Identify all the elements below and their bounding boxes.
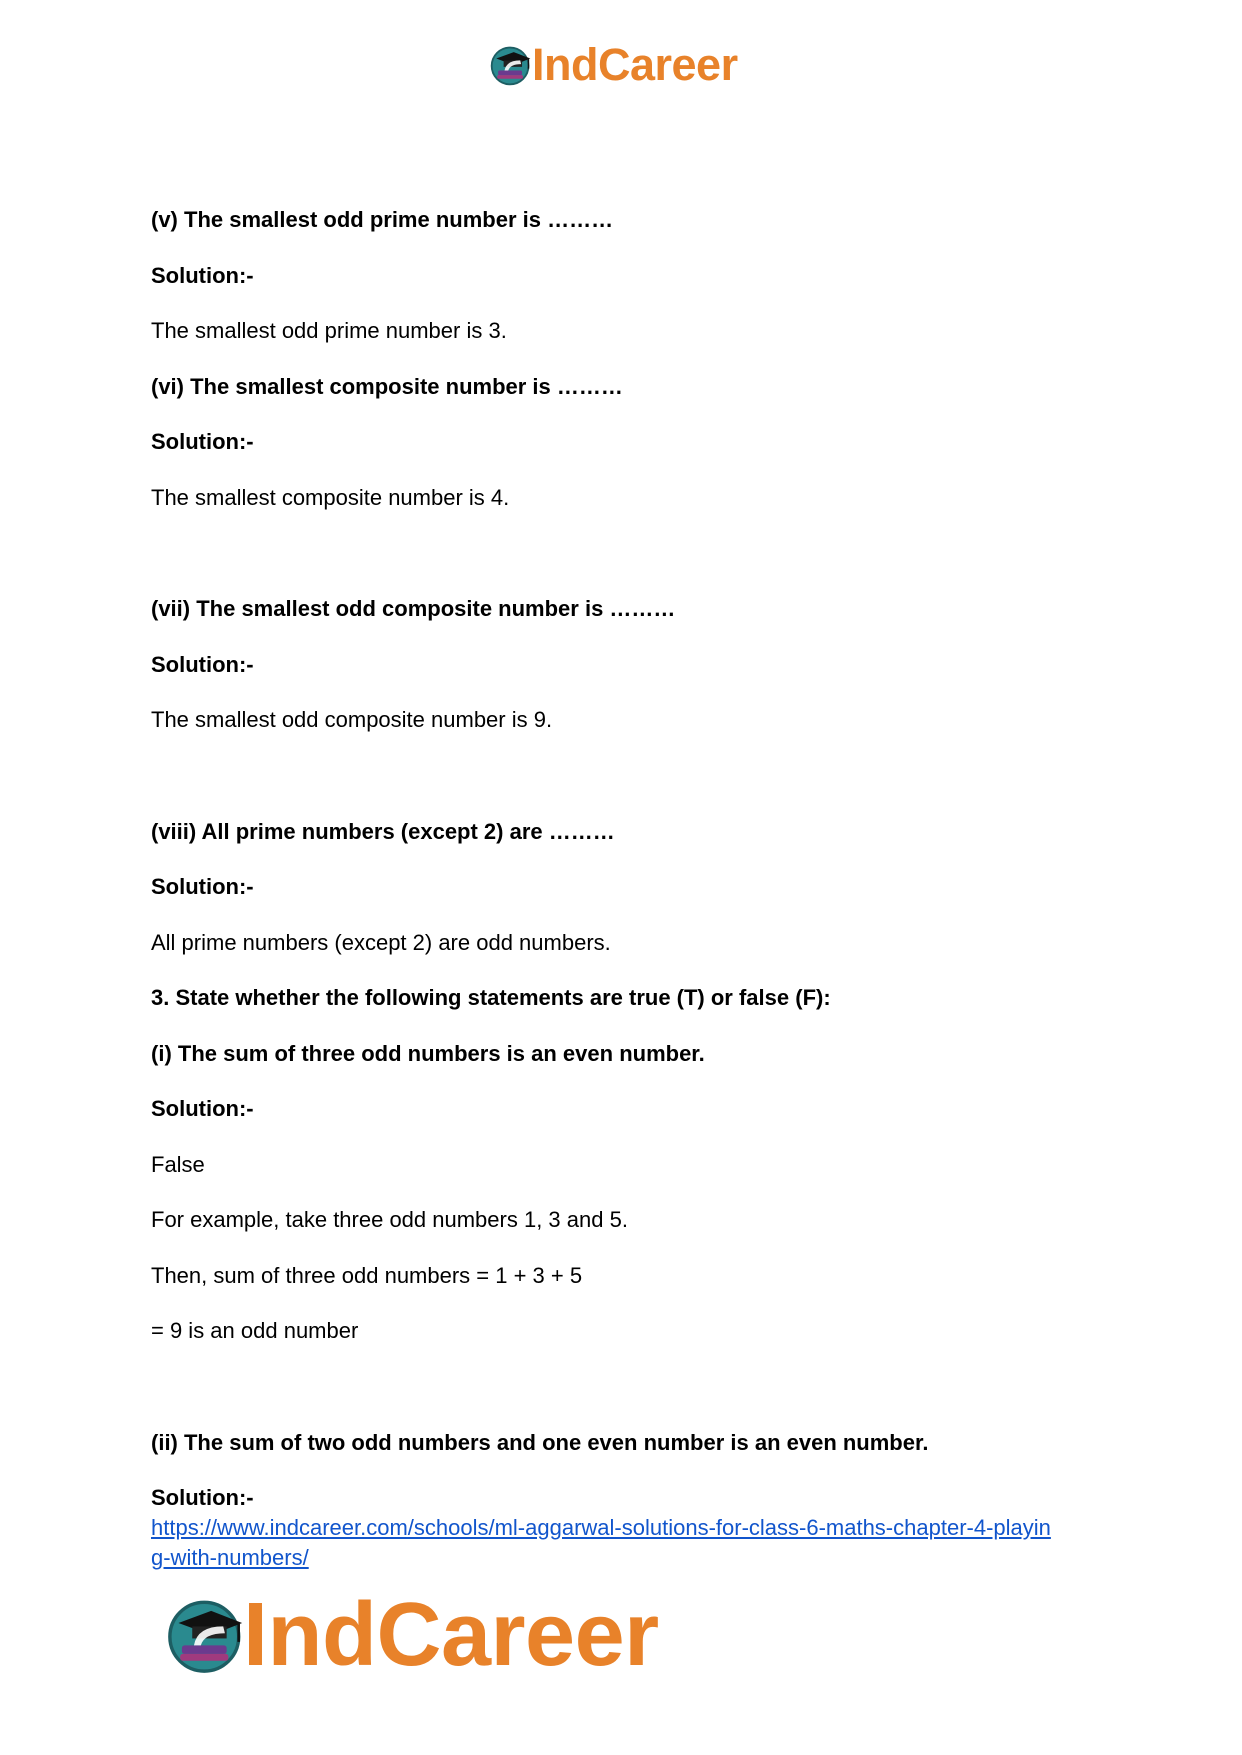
question-vi: (vi) The smallest composite number is ……… (151, 374, 623, 399)
graduation-cap-book-icon (163, 1592, 249, 1678)
solution-label: Solution:- (151, 874, 254, 899)
question-viii: (viii) All prime numbers (except 2) are ……… (151, 819, 615, 844)
question-3-ii: (ii) The sum of two odd numbers and one even number is an even number. (151, 1430, 929, 1455)
footer-logo (163, 1585, 659, 1685)
answer-vi: The smallest composite number is 4. (151, 485, 510, 510)
solution-label: Solution:- (151, 652, 254, 677)
solution-label: Solution:- (151, 429, 254, 454)
solution-label: Solution:- (151, 1096, 254, 1121)
question-3-i: (i) The sum of three odd numbers is an even number. (151, 1041, 705, 1066)
solution-label: Solution:- (151, 263, 254, 288)
source-link[interactable]: https://www.indcareer.com/schools/ml-aggarwal-solutions-for-class-6-maths-chapter-4-playin (151, 1515, 1051, 1540)
answer-3-i-sum: Then, sum of three odd numbers = 1 + 3 + 5 (151, 1263, 583, 1288)
source-link-continued[interactable]: g-with-numbers/ (151, 1545, 309, 1570)
brand-name: IndCareer (243, 1585, 659, 1685)
question-vii: (vii) The smallest odd composite number is ……… (151, 596, 676, 621)
answer-vii: The smallest odd composite number is 9. (151, 707, 553, 732)
question-v: (v) The smallest odd prime number is ……… (151, 207, 614, 232)
answer-3-i: False (151, 1152, 205, 1177)
answer-3-i-result: = 9 is an odd number (151, 1318, 359, 1343)
answer-viii: All prime numbers (except 2) are odd numbers. (151, 930, 611, 955)
solution-label: Solution:- (151, 1485, 254, 1510)
graduation-cap-book-icon (488, 42, 534, 88)
header-logo (488, 40, 738, 90)
answer-3-i-example: For example, take three odd numbers 1, 3 and 5. (151, 1207, 628, 1232)
question-3-heading: 3. State whether the following statements are true (T) or false (F): (151, 985, 831, 1010)
brand-name: IndCareer (532, 39, 738, 90)
answer-v: The smallest odd prime number is 3. (151, 318, 507, 343)
